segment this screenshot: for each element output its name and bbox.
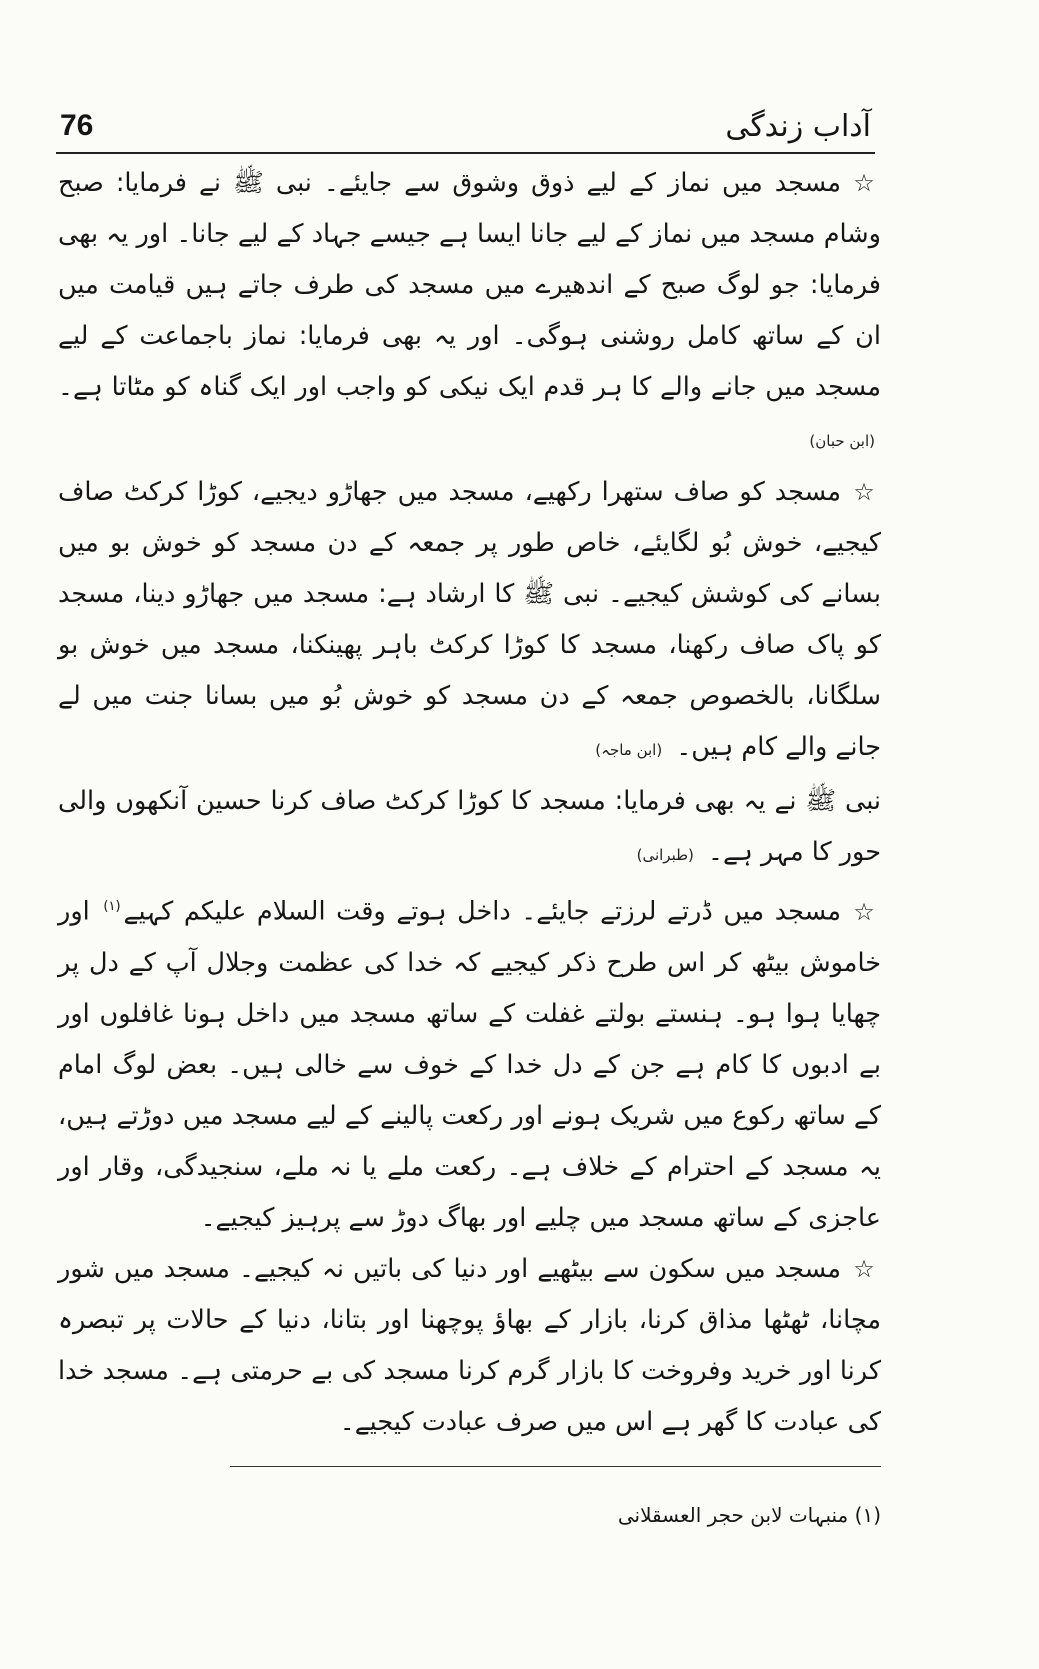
paragraph-mosque-cleanliness [58, 467, 881, 776]
star-bullet-icon: ☆ [853, 1254, 875, 1283]
paragraph-text-continued: اور خاموش بیٹھ کر اس طرح ذکر کیجیے کہ خدا کی عظمت وجلال آپ کے دل پر چھایا ہوا ہو۔ ہنستے بولتے غفلت کے ساتھ مسجد میں داخل ہونا غافلوں اور بے ادبوں کا کام ہے جن کے دل خدا کے خوف سے خالی ہیں۔ بعض لوگ امام کے ساتھ رکوع میں شریک ہونے اور رکعت پالینے کے لیے مسجد میں دوڑتے ہیں، یہ مسجد کے احترام کے خلاف ہے۔ رکعت ملے یا نہ ملے، سنجیدگی، وقار اور عاجزی کے ساتھ مسجد میں چلیے اور بھاگ دوڑ سے پرہیز کیجیے۔ [58, 896, 881, 1233]
star-bullet-icon: ☆ [853, 169, 875, 197]
citation-ibn-hibban: (ابن حبان) [809, 432, 875, 450]
paragraph-text: مسجد کو صاف ستھرا رکھیے، مسجد میں جھاڑو دیجیے، کوڑا کرکٹ صاف کیجیے، خوش بُو لگایئے، خاص طور پر جمعہ کے دن مسجد کو خوش بو میں بسانے کی کوشش کیجیے۔ نبی ﷺ کا ارشاد ہے: مسجد میں جھاڑو دینا، مسجد کو پاک صاف رکھنا، مسجد کا کوڑا کرکٹ باہر پھینکنا، مسجد میں خوش بو سلگانا، بالخصوص جمعہ کے دن مسجد کو خوش بُو میں بسانا جنت میں لے جانے والے کام ہیں۔ [58, 477, 881, 762]
header-divider [56, 152, 875, 154]
citation-tabarani: (طبرانی) [636, 846, 694, 864]
book-title: آداب زندگی [725, 108, 871, 144]
footnote [230, 1500, 881, 1530]
paragraph-hoor-dowry [58, 776, 881, 881]
star-bullet-icon: ☆ [853, 478, 875, 506]
footnote-divider [230, 1466, 881, 1467]
citation-ibn-majah: (ابن ماجہ) [595, 741, 663, 759]
star-bullet-icon: ☆ [853, 897, 875, 926]
paragraph-mosque-humility [58, 881, 881, 1244]
paragraph-text: نبی ﷺ نے یہ بھی فرمایا: مسجد کا کوڑا کرکٹ صاف کرنا حسین آنکھوں والی حور کا مہر ہے۔ [58, 786, 881, 867]
page-number: 76 [60, 109, 94, 142]
page-header [60, 98, 871, 154]
footnote-mark: (۱) [854, 1503, 881, 1527]
paragraph-text: مسجد میں سکون سے بیٹھیے اور دنیا کی باتیں نہ کیجیے۔ مسجد میں شور مچانا، ٹھٹھا مذاق کرنا، بازار کے بھاؤ پوچھنا اور بتانا، دنیا کے حالات پر تبصرہ کرنا اور خرید وفروخت کا بازار گرم کرنا مسجد کی بے حرمتی ہے۔ مسجد خدا کی عبادت کا گھر ہے اس میں صرف عبادت کیجیے۔ [58, 1253, 881, 1437]
footnote-text: منبہات لابن حجر العسقلانی [617, 1503, 849, 1527]
paragraph-mosque-calm [58, 1244, 881, 1448]
paragraph-text: مسجد میں نماز کے لیے ذوق وشوق سے جایئے۔ نبی ﷺ نے فرمایا: صبح وشام مسجد میں نماز کے لیے جانا ایسا ہے جیسے جہاد کے لیے جانا۔ اور یہ بھی فرمایا: جو لوگ صبح کے اندھیرے میں مسجد کی طرف جاتے ہیں قیامت میں ان کے ساتھ کامل روشنی ہوگی۔ اور یہ بھی فرمایا: نماز باجماعت کے لیے مسجد میں جانے والے کا ہر قدم ایک نیکی کو واجب اور ایک گناہ کو مٹاتا ہے۔ [58, 168, 881, 402]
body-text [58, 158, 881, 1448]
paragraph-text: مسجد میں ڈرتے لرزتے جایئے۔ داخل ہوتے وقت السلام علیکم کہیے [123, 896, 842, 927]
paragraph-mosque-eagerness [58, 158, 881, 467]
footnote-reference: (۱) [103, 899, 121, 914]
